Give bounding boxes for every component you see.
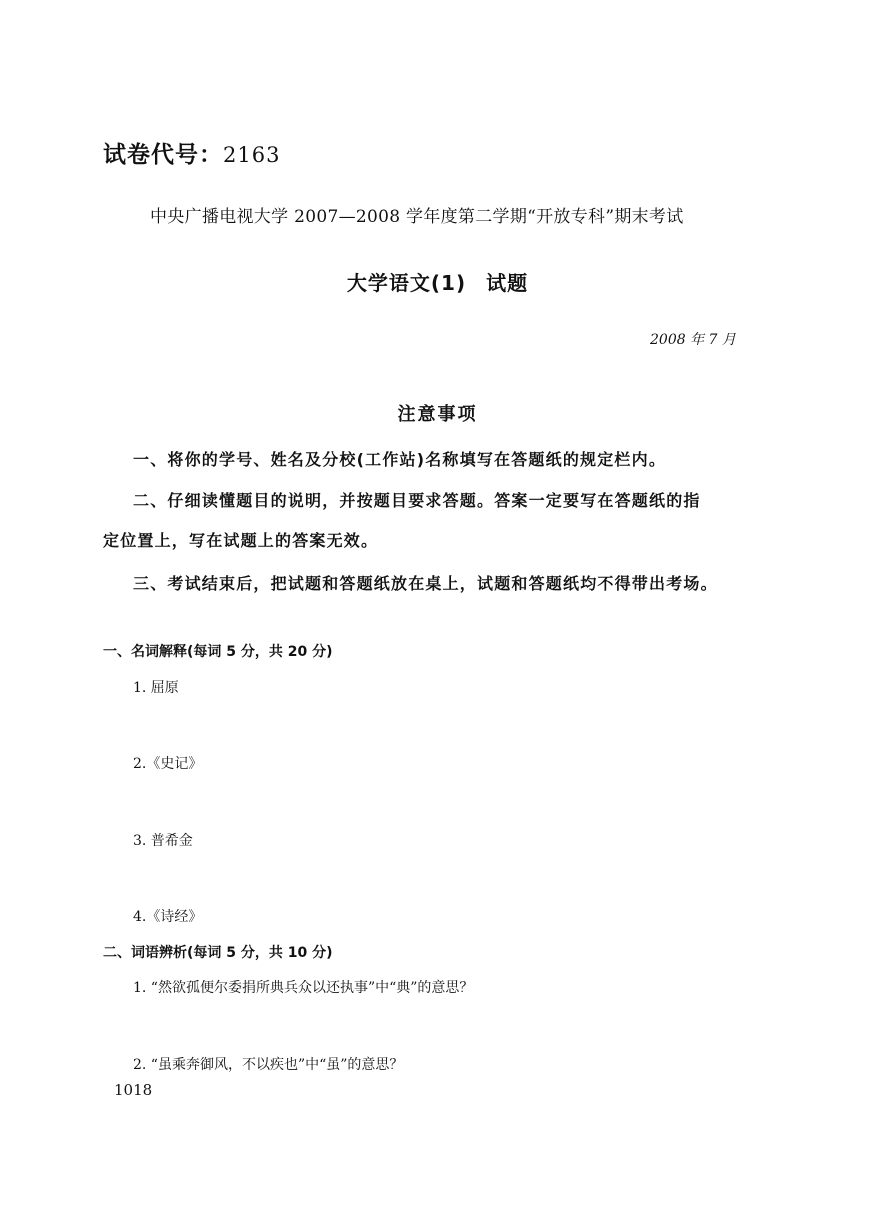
notice-line-3: 三、考试结束后，把试题和答题纸放在桌上，试题和答题纸均不得带出考场。 bbox=[133, 574, 718, 593]
exam-heading: 中央广播电视大学 2007—2008 学年度第二学期“开放专科”期末考试 bbox=[150, 207, 684, 227]
section-1-item-1: 1. 屈原 bbox=[133, 680, 179, 696]
title-suffix: 试题 bbox=[486, 271, 529, 295]
page-title bbox=[0, 267, 875, 296]
notice-line-2-cont: 定位置上，写在试题上的答案无效。 bbox=[103, 531, 379, 550]
section-2-item-2: 2. “虽乘奔御风，不以疾也”中“虽”的意思？ bbox=[133, 1057, 404, 1073]
notice-line-1: 一、将你的学号、姓名及分校(工作站)名称填写在答题纸的规定栏内。 bbox=[133, 450, 667, 469]
notice-heading: 注意事项 bbox=[397, 404, 478, 425]
page-number: 1018 bbox=[114, 1081, 153, 1099]
section-2-heading: 二、词语辨析(每词 5 分，共 10 分) bbox=[103, 945, 333, 961]
section-1-item-4: 4.《诗经》 bbox=[133, 909, 203, 925]
course-title: 大学语文(1) bbox=[346, 271, 467, 295]
section-1-item-2: 2.《史记》 bbox=[133, 756, 203, 772]
notice-line-2: 二、仔细读懂题目的说明，并按题目要求答题。答案一定要写在答题纸的指 bbox=[133, 491, 701, 510]
paper-code-label: 试卷代号： bbox=[103, 142, 223, 168]
section-1-item-3: 3. 普希金 bbox=[133, 833, 193, 849]
paper-code bbox=[103, 136, 280, 169]
exam-date: 2008 年 7 月 bbox=[650, 332, 736, 348]
section-2-item-1: 1. “然欲孤便尔委捐所典兵众以还执事”中“典”的意思？ bbox=[133, 980, 474, 996]
paper-code-number: 2163 bbox=[223, 143, 281, 167]
section-1-heading: 一、名词解释(每词 5 分，共 20 分) bbox=[103, 644, 333, 660]
